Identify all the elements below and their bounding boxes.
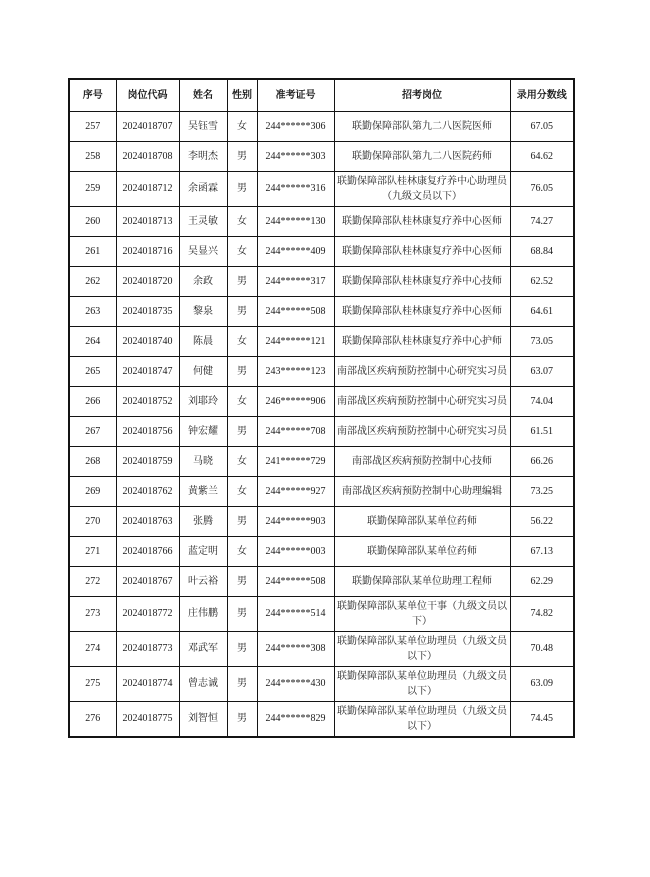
cell-serial-number: 275 xyxy=(69,666,116,701)
table-row xyxy=(69,326,574,356)
table-row xyxy=(69,666,574,701)
cell-exam-ticket-number: 246******906 xyxy=(257,386,334,416)
header-row xyxy=(69,79,574,111)
recruitment-score-table xyxy=(68,78,575,738)
cell-recruit-position: 联勤保障部队某单位助理员（九级文员以下） xyxy=(334,631,510,666)
table-row xyxy=(69,631,574,666)
cell-position-code: 2024018759 xyxy=(116,446,179,476)
cell-name: 庄伟鹏 xyxy=(179,596,227,631)
cell-gender: 女 xyxy=(227,476,257,506)
cell-exam-ticket-number: 244******308 xyxy=(257,631,334,666)
cell-admission-score: 76.05 xyxy=(510,171,574,206)
cell-admission-score: 74.45 xyxy=(510,701,574,737)
table-row xyxy=(69,141,574,171)
cell-admission-score: 73.05 xyxy=(510,326,574,356)
cell-recruit-position: 联勤保障部队桂林康复疗养中心助理员（九级文员以下） xyxy=(334,171,510,206)
cell-position-code: 2024018752 xyxy=(116,386,179,416)
cell-position-code: 2024018756 xyxy=(116,416,179,446)
table-row xyxy=(69,476,574,506)
cell-position-code: 2024018767 xyxy=(116,566,179,596)
cell-serial-number: 259 xyxy=(69,171,116,206)
cell-recruit-position: 联勤保障部队桂林康复疗养中心技师 xyxy=(334,266,510,296)
cell-serial-number: 258 xyxy=(69,141,116,171)
col-header-name: 姓名 xyxy=(179,79,227,111)
cell-admission-score: 68.84 xyxy=(510,236,574,266)
cell-admission-score: 74.27 xyxy=(510,206,574,236)
cell-exam-ticket-number: 244******316 xyxy=(257,171,334,206)
cell-name: 蓝定明 xyxy=(179,536,227,566)
cell-position-code: 2024018772 xyxy=(116,596,179,631)
cell-admission-score: 61.51 xyxy=(510,416,574,446)
cell-exam-ticket-number: 244******708 xyxy=(257,416,334,446)
cell-serial-number: 273 xyxy=(69,596,116,631)
cell-serial-number: 270 xyxy=(69,506,116,536)
cell-serial-number: 263 xyxy=(69,296,116,326)
cell-exam-ticket-number: 244******003 xyxy=(257,536,334,566)
cell-recruit-position: 联勤保障部队桂林康复疗养中心护师 xyxy=(334,326,510,356)
cell-recruit-position: 联勤保障部队桂林康复疗养中心医师 xyxy=(334,236,510,266)
table-row xyxy=(69,356,574,386)
table-row xyxy=(69,536,574,566)
cell-exam-ticket-number: 244******121 xyxy=(257,326,334,356)
cell-serial-number: 269 xyxy=(69,476,116,506)
cell-gender: 男 xyxy=(227,666,257,701)
col-header-position-code: 岗位代码 xyxy=(116,79,179,111)
cell-name: 曾志诚 xyxy=(179,666,227,701)
cell-admission-score: 63.09 xyxy=(510,666,574,701)
cell-exam-ticket-number: 244******508 xyxy=(257,296,334,326)
table-row xyxy=(69,596,574,631)
cell-admission-score: 56.22 xyxy=(510,506,574,536)
cell-gender: 男 xyxy=(227,296,257,326)
table-row xyxy=(69,701,574,737)
cell-gender: 女 xyxy=(227,111,257,141)
cell-gender: 男 xyxy=(227,141,257,171)
col-header-serial-number: 序号 xyxy=(69,79,116,111)
cell-gender: 女 xyxy=(227,326,257,356)
cell-admission-score: 66.26 xyxy=(510,446,574,476)
cell-recruit-position: 联勤保障部队某单位助理员（九级文员以下） xyxy=(334,666,510,701)
cell-exam-ticket-number: 244******130 xyxy=(257,206,334,236)
cell-name: 王灵敏 xyxy=(179,206,227,236)
cell-position-code: 2024018716 xyxy=(116,236,179,266)
table-row xyxy=(69,506,574,536)
table-row xyxy=(69,206,574,236)
cell-admission-score: 74.82 xyxy=(510,596,574,631)
cell-gender: 女 xyxy=(227,446,257,476)
cell-name: 刘耶玲 xyxy=(179,386,227,416)
cell-exam-ticket-number: 244******514 xyxy=(257,596,334,631)
cell-name: 马晓 xyxy=(179,446,227,476)
cell-recruit-position: 联勤保障部队某单位药师 xyxy=(334,506,510,536)
cell-exam-ticket-number: 244******508 xyxy=(257,566,334,596)
cell-exam-ticket-number: 244******317 xyxy=(257,266,334,296)
table-row xyxy=(69,266,574,296)
cell-exam-ticket-number: 244******927 xyxy=(257,476,334,506)
cell-exam-ticket-number: 244******430 xyxy=(257,666,334,701)
col-header-recruit-position: 招考岗位 xyxy=(334,79,510,111)
table-row xyxy=(69,171,574,206)
cell-serial-number: 265 xyxy=(69,356,116,386)
table-row xyxy=(69,236,574,266)
cell-serial-number: 271 xyxy=(69,536,116,566)
cell-gender: 男 xyxy=(227,566,257,596)
table-row xyxy=(69,111,574,141)
cell-exam-ticket-number: 244******303 xyxy=(257,141,334,171)
cell-serial-number: 262 xyxy=(69,266,116,296)
table-row xyxy=(69,296,574,326)
cell-position-code: 2024018707 xyxy=(116,111,179,141)
cell-position-code: 2024018713 xyxy=(116,206,179,236)
cell-recruit-position: 南部战区疾病预防控制中心研究实习员 xyxy=(334,386,510,416)
cell-serial-number: 257 xyxy=(69,111,116,141)
cell-exam-ticket-number: 244******409 xyxy=(257,236,334,266)
cell-exam-ticket-number: 241******729 xyxy=(257,446,334,476)
cell-gender: 男 xyxy=(227,506,257,536)
cell-admission-score: 73.25 xyxy=(510,476,574,506)
cell-recruit-position: 联勤保障部队某单位药师 xyxy=(334,536,510,566)
cell-admission-score: 62.52 xyxy=(510,266,574,296)
cell-admission-score: 64.62 xyxy=(510,141,574,171)
cell-name: 张腾 xyxy=(179,506,227,536)
cell-recruit-position: 联勤保障部队桂林康复疗养中心医师 xyxy=(334,206,510,236)
cell-gender: 女 xyxy=(227,536,257,566)
col-header-gender: 性别 xyxy=(227,79,257,111)
cell-exam-ticket-number: 244******903 xyxy=(257,506,334,536)
cell-serial-number: 274 xyxy=(69,631,116,666)
cell-serial-number: 261 xyxy=(69,236,116,266)
cell-position-code: 2024018775 xyxy=(116,701,179,737)
cell-gender: 男 xyxy=(227,266,257,296)
cell-name: 邓武军 xyxy=(179,631,227,666)
cell-recruit-position: 联勤保障部队某单位助理员（九级文员以下） xyxy=(334,701,510,737)
cell-gender: 女 xyxy=(227,236,257,266)
cell-position-code: 2024018708 xyxy=(116,141,179,171)
cell-position-code: 2024018735 xyxy=(116,296,179,326)
cell-gender: 男 xyxy=(227,596,257,631)
cell-position-code: 2024018773 xyxy=(116,631,179,666)
table-row xyxy=(69,446,574,476)
cell-admission-score: 74.04 xyxy=(510,386,574,416)
cell-admission-score: 62.29 xyxy=(510,566,574,596)
cell-name: 刘智恒 xyxy=(179,701,227,737)
cell-admission-score: 67.13 xyxy=(510,536,574,566)
cell-serial-number: 266 xyxy=(69,386,116,416)
cell-admission-score: 70.48 xyxy=(510,631,574,666)
cell-exam-ticket-number: 244******306 xyxy=(257,111,334,141)
cell-position-code: 2024018763 xyxy=(116,506,179,536)
cell-name: 余函霖 xyxy=(179,171,227,206)
cell-position-code: 2024018774 xyxy=(116,666,179,701)
cell-name: 黄紫兰 xyxy=(179,476,227,506)
cell-position-code: 2024018740 xyxy=(116,326,179,356)
cell-gender: 女 xyxy=(227,386,257,416)
cell-position-code: 2024018747 xyxy=(116,356,179,386)
cell-name: 吴钰雪 xyxy=(179,111,227,141)
cell-admission-score: 67.05 xyxy=(510,111,574,141)
cell-name: 吴显兴 xyxy=(179,236,227,266)
table-row xyxy=(69,566,574,596)
cell-name: 余政 xyxy=(179,266,227,296)
cell-recruit-position: 联勤保障部队桂林康复疗养中心医师 xyxy=(334,296,510,326)
cell-name: 叶云裕 xyxy=(179,566,227,596)
cell-gender: 女 xyxy=(227,206,257,236)
cell-recruit-position: 南部战区疾病预防控制中心助理编辑 xyxy=(334,476,510,506)
cell-serial-number: 268 xyxy=(69,446,116,476)
table-body xyxy=(69,111,574,737)
cell-gender: 男 xyxy=(227,356,257,386)
cell-serial-number: 276 xyxy=(69,701,116,737)
cell-serial-number: 264 xyxy=(69,326,116,356)
cell-recruit-position: 联勤保障部队某单位干事（九级文员以下） xyxy=(334,596,510,631)
cell-position-code: 2024018766 xyxy=(116,536,179,566)
col-header-admission-score-line: 录用分数线 xyxy=(510,79,574,111)
cell-gender: 男 xyxy=(227,171,257,206)
table-row xyxy=(69,386,574,416)
cell-position-code: 2024018720 xyxy=(116,266,179,296)
table-row xyxy=(69,416,574,446)
col-header-exam-ticket-number: 准考证号 xyxy=(257,79,334,111)
cell-gender: 男 xyxy=(227,416,257,446)
cell-exam-ticket-number: 244******829 xyxy=(257,701,334,737)
cell-recruit-position: 联勤保障部队第九二八医院医师 xyxy=(334,111,510,141)
cell-recruit-position: 南部战区疾病预防控制中心研究实习员 xyxy=(334,416,510,446)
cell-admission-score: 63.07 xyxy=(510,356,574,386)
cell-name: 李明杰 xyxy=(179,141,227,171)
cell-name: 陈晨 xyxy=(179,326,227,356)
cell-recruit-position: 南部战区疾病预防控制中心研究实习员 xyxy=(334,356,510,386)
cell-serial-number: 260 xyxy=(69,206,116,236)
cell-exam-ticket-number: 243******123 xyxy=(257,356,334,386)
cell-gender: 男 xyxy=(227,631,257,666)
cell-name: 钟宏耀 xyxy=(179,416,227,446)
cell-recruit-position: 南部战区疾病预防控制中心技师 xyxy=(334,446,510,476)
cell-position-code: 2024018762 xyxy=(116,476,179,506)
cell-position-code: 2024018712 xyxy=(116,171,179,206)
cell-serial-number: 272 xyxy=(69,566,116,596)
cell-recruit-position: 联勤保障部队第九二八医院药师 xyxy=(334,141,510,171)
cell-recruit-position: 联勤保障部队某单位助理工程师 xyxy=(334,566,510,596)
cell-admission-score: 64.61 xyxy=(510,296,574,326)
cell-name: 黎泉 xyxy=(179,296,227,326)
cell-serial-number: 267 xyxy=(69,416,116,446)
cell-name: 何健 xyxy=(179,356,227,386)
cell-gender: 男 xyxy=(227,701,257,737)
